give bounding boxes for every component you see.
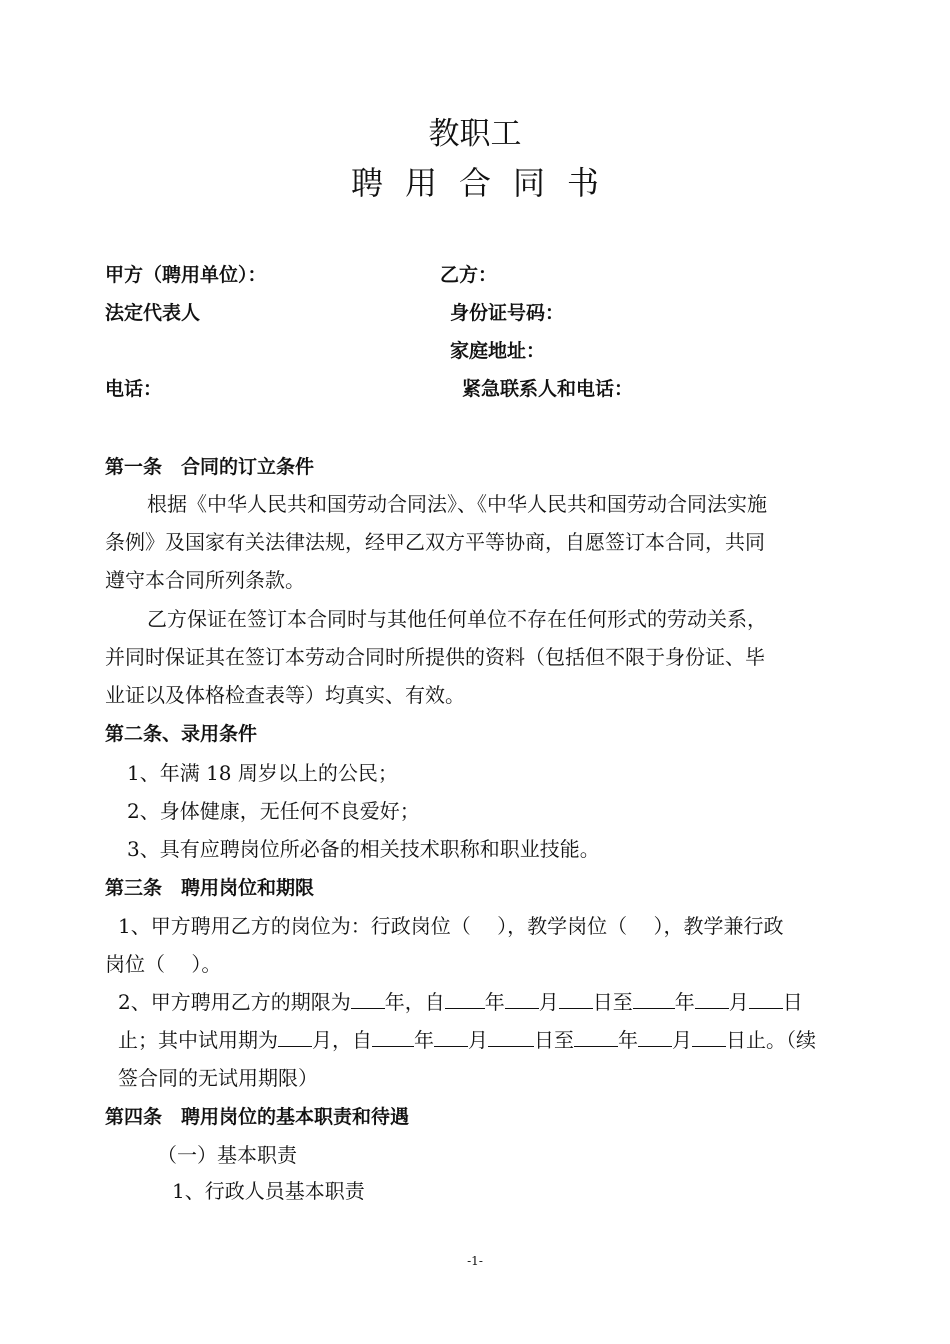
probation-start-month-label: 月 bbox=[468, 1028, 488, 1052]
article2-item1: 1、年满 18 周岁以上的公民； bbox=[127, 761, 398, 785]
end-month-label: 月 bbox=[728, 990, 749, 1014]
article4-sub1-item1: 1、行政人员基本职责 bbox=[172, 1179, 365, 1203]
article3-item1-line2: 岗位（ ）。 bbox=[105, 952, 222, 976]
probation-end-year-blank[interactable] bbox=[574, 1026, 618, 1047]
term-lead: 2、甲方聘用乙方的期限为 bbox=[118, 990, 351, 1014]
page-number: -1- bbox=[467, 1254, 483, 1268]
end-month-blank[interactable] bbox=[695, 988, 729, 1009]
article2-heading: 第二条、录用条件 bbox=[105, 723, 258, 745]
probation-from: 月，自 bbox=[312, 1028, 372, 1052]
article3-item2-line2 bbox=[118, 1024, 816, 1053]
start-month-label: 月 bbox=[538, 990, 559, 1014]
start-day-to: 日至 bbox=[592, 990, 633, 1014]
probation-end-month-label: 月 bbox=[672, 1028, 692, 1052]
document-title-line1: 教职工 bbox=[428, 116, 522, 152]
home-address-label: 家庭地址： bbox=[450, 340, 546, 362]
legal-rep-label: 法定代表人 bbox=[105, 302, 201, 324]
end-year-blank[interactable] bbox=[633, 988, 675, 1009]
probation-day-stop: 日止。（续 bbox=[726, 1028, 816, 1052]
end-day-label: 日 bbox=[782, 990, 803, 1014]
end-year-label: 年 bbox=[674, 990, 695, 1014]
document-title-line2: 聘用合同书 bbox=[350, 164, 621, 202]
article1-p1-line3: 遵守本合同所列条款。 bbox=[105, 568, 305, 592]
probation-lead: 止；其中试用期为 bbox=[118, 1028, 278, 1052]
probation-start-day-blank[interactable] bbox=[488, 1026, 534, 1047]
article1-p2-line1: 乙方保证在签订本合同时与其他任何单位不存在任何形式的劳动关系， bbox=[147, 607, 767, 631]
probation-start-year-label: 年 bbox=[414, 1028, 434, 1052]
probation-day-to: 日至 bbox=[534, 1028, 574, 1052]
article3-item1-line1: 1、甲方聘用乙方的岗位为：行政岗位（ ），教学岗位（ ），教学兼行政 bbox=[118, 914, 784, 938]
emergency-contact-label: 紧急联系人和电话： bbox=[462, 378, 634, 400]
article4-heading: 第四条 聘用岗位的基本职责和待遇 bbox=[105, 1106, 410, 1128]
probation-end-day-blank[interactable] bbox=[692, 1026, 726, 1047]
article1-p1-line2: 条例》及国家有关法律法规，经甲乙双方平等协商，自愿签订本合同，共同 bbox=[105, 530, 765, 554]
probation-end-month-blank[interactable] bbox=[638, 1026, 672, 1047]
article3-item2-line1 bbox=[118, 986, 803, 1015]
term-years-blank[interactable] bbox=[351, 988, 385, 1009]
party-b-label: 乙方： bbox=[440, 264, 498, 286]
probation-months-blank[interactable] bbox=[278, 1026, 312, 1047]
start-month-blank[interactable] bbox=[505, 988, 539, 1009]
article2-item2: 2、身体健康，无任何不良爱好； bbox=[127, 799, 420, 823]
article1-heading: 第一条 合同的订立条件 bbox=[105, 456, 315, 478]
article1-p2-line2: 并同时保证其在签订本劳动合同时所提供的资料（包括但不限于身份证、毕 bbox=[105, 645, 765, 669]
start-year-blank[interactable] bbox=[445, 988, 485, 1009]
party-a-label: 甲方（聘用单位）： bbox=[105, 264, 267, 286]
phone-label: 电话： bbox=[105, 378, 163, 400]
start-year-label: 年 bbox=[484, 990, 505, 1014]
article2-item3: 3、具有应聘岗位所必备的相关技术职称和职业技能。 bbox=[127, 837, 600, 861]
article3-heading: 第三条 聘用岗位和期限 bbox=[105, 877, 315, 899]
id-number-label: 身份证号码： bbox=[450, 302, 565, 324]
probation-start-year-blank[interactable] bbox=[372, 1026, 414, 1047]
article3-item2-line3: 签合同的无试用期限） bbox=[118, 1066, 318, 1090]
start-day-blank[interactable] bbox=[559, 988, 593, 1009]
probation-end-year-label: 年 bbox=[618, 1028, 638, 1052]
article1-p1-line1: 根据《中华人民共和国劳动合同法》、《中华人民共和国劳动合同法实施 bbox=[147, 492, 767, 516]
article4-sub1: （一）基本职责 bbox=[157, 1143, 297, 1167]
probation-start-month-blank[interactable] bbox=[434, 1026, 468, 1047]
end-day-blank[interactable] bbox=[749, 988, 783, 1009]
term-from: 年，自 bbox=[384, 990, 445, 1014]
article1-p2-line3: 业证以及体格检查表等）均真实、有效。 bbox=[105, 683, 465, 707]
